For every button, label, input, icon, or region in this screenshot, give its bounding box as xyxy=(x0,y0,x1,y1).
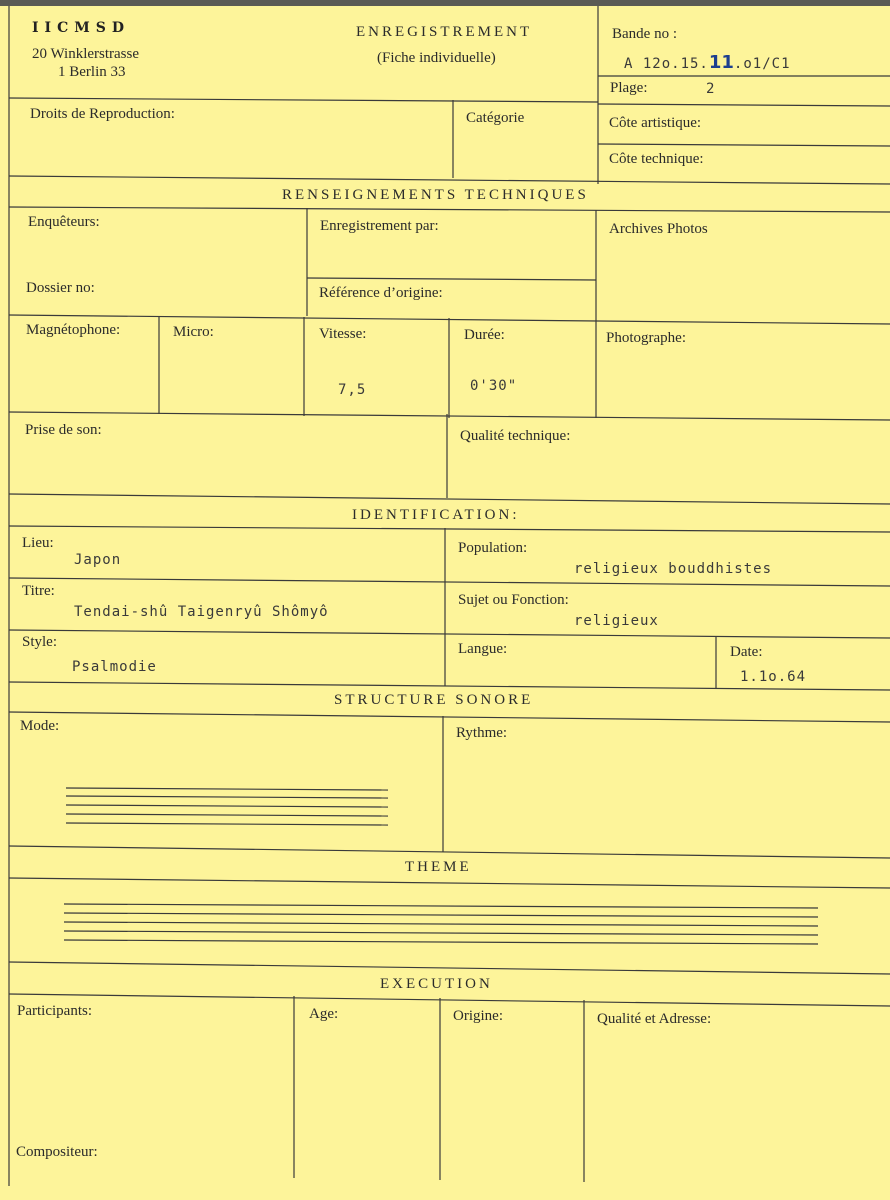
bande-number-field[interactable] xyxy=(624,52,791,73)
participants-label: Participants: xyxy=(17,1003,92,1019)
titre-label: Titre: xyxy=(22,583,55,599)
origine-label: Origine: xyxy=(453,1008,503,1024)
form-title: ENREGISTREMENT xyxy=(356,24,533,40)
rythme-label: Rythme: xyxy=(456,725,508,741)
titre-value[interactable]: Tendai-shû Taigenryû Shômyô xyxy=(74,604,329,620)
section-heading-execution: EXECUTION xyxy=(380,976,493,992)
bande-number-prefix: A 12o.15. xyxy=(624,56,709,72)
date-value[interactable]: 1.1o.64 xyxy=(740,669,807,685)
magnetophone-label: Magnétophone: xyxy=(26,322,121,338)
enqueteurs-label: Enquêteurs: xyxy=(28,214,100,230)
plage-value[interactable]: 2 xyxy=(706,81,716,97)
micro-label: Micro: xyxy=(173,324,214,340)
lieu-value[interactable]: Japon xyxy=(74,552,122,568)
droits-label: Droits de Reproduction: xyxy=(30,106,175,122)
form-subtitle: (Fiche individuelle) xyxy=(377,50,496,66)
qualite-technique-label: Qualité technique: xyxy=(460,428,571,444)
institute-logo: IICMSD xyxy=(32,20,130,36)
bande-label: Bande no : xyxy=(612,26,677,42)
section-heading-structure: STRUCTURE SONORE xyxy=(334,692,534,708)
duree-value[interactable]: 0'30" xyxy=(470,378,518,394)
reference-origine-label: Référence d’origine: xyxy=(319,285,443,301)
sujet-fonction-value[interactable]: religieux xyxy=(574,613,659,629)
vitesse-label: Vitesse: xyxy=(319,326,367,342)
mode-label: Mode: xyxy=(20,718,60,734)
section-heading-theme: THEME xyxy=(405,859,472,875)
qualite-adresse-label: Qualité et Adresse: xyxy=(597,1011,712,1027)
date-label: Date: xyxy=(730,644,763,660)
section-heading-identification: IDENTIFICATION: xyxy=(352,507,520,523)
compositeur-label: Compositeur: xyxy=(16,1144,98,1160)
cote-technique-label: Côte technique: xyxy=(609,151,704,167)
bande-number-handwritten: 11 xyxy=(708,52,734,73)
lieu-label: Lieu: xyxy=(22,535,54,551)
dossier-label: Dossier no: xyxy=(26,280,95,296)
style-label: Style: xyxy=(22,634,58,650)
population-value[interactable]: religieux bouddhistes xyxy=(574,561,773,577)
recording-form-card xyxy=(0,6,890,1200)
address-line-1: 20 Winklerstrasse xyxy=(32,46,140,62)
prise-de-son-label: Prise de son: xyxy=(25,422,102,438)
photographe-label: Photographe: xyxy=(606,330,686,346)
bande-number-suffix: .o1/C1 xyxy=(733,56,791,72)
address-line-2: 1 Berlin 33 xyxy=(58,64,126,80)
cote-artistique-label: Côte artistique: xyxy=(609,115,702,131)
vitesse-value[interactable]: 7,5 xyxy=(338,382,367,398)
age-label: Age: xyxy=(309,1006,339,1022)
enregistrement-par-label: Enregistrement par: xyxy=(320,218,439,234)
form-grid-lines xyxy=(0,6,890,1200)
population-label: Population: xyxy=(458,540,528,556)
langue-label: Langue: xyxy=(458,641,508,657)
style-value[interactable]: Psalmodie xyxy=(72,659,157,675)
duree-label: Durée: xyxy=(464,327,505,343)
section-heading-technical: RENSEIGNEMENTS TECHNIQUES xyxy=(282,187,589,203)
categorie-label: Catégorie xyxy=(466,110,525,126)
archives-photos-label: Archives Photos xyxy=(609,221,708,237)
sujet-fonction-label: Sujet ou Fonction: xyxy=(458,592,569,608)
plage-label: Plage: xyxy=(610,80,648,96)
